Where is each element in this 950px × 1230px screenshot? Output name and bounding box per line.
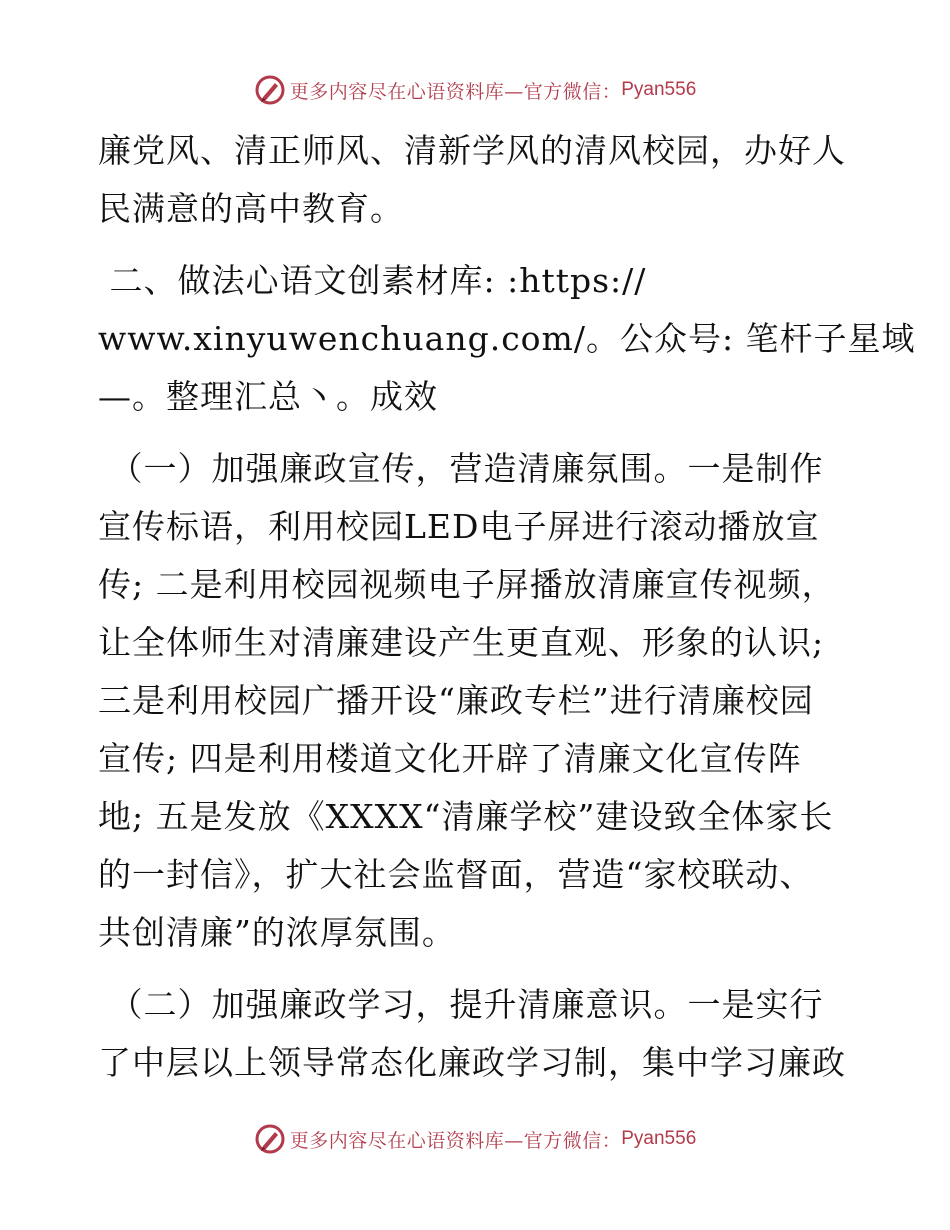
watermark-footer [0,1121,950,1157]
text-line: 二、做法心语文创素材库: :https:// [98,261,647,300]
pen-logo-icon [254,74,286,106]
paragraph-intro [98,122,858,238]
section-heading-2 [98,252,916,426]
text-line: 了中层以上领导常态化廉政学习制，集中学习廉政 [98,1043,846,1082]
text-line: 的一封信》，扩大社会监督面，营造“家校联动、 [98,855,814,894]
text-line: 宣传; 四是利用楼道文化开辟了清廉文化宣传阵 [98,739,802,778]
text-line: 廉党风、清正师风、清新学风的清风校园，办好人 [98,131,846,170]
document-body [98,122,916,1092]
text-line: www.xinyuwenchuang.com/。公众号: 笔杆子星域 [98,319,916,358]
watermark-text: 更多内容尽在心语资料库—官方微信： [289,80,622,103]
watermark-header [0,72,950,108]
text-line: 地; 五是发放《XXXX“清廉学校”建设致全体家长 [98,797,834,836]
text-line: （二）加强廉政学习，提升清廉意识。一是实行 [98,985,824,1024]
watermark-wechat-id: Pyan556 [621,1128,697,1149]
text-line: 传; 二是利用校园视频电子屏播放清廉宣传视频， [98,565,836,604]
watermark-text: 更多内容尽在心语资料库—官方微信： [289,1129,622,1152]
text-line: 宣传标语，利用校园LED电子屏进行滚动播放宣 [98,507,820,546]
text-line: 让全体师生对清廉建设产生更直观、形象的认识; [98,623,825,662]
text-line: （一）加强廉政宣传，营造清廉氛围。一是制作 [98,449,824,488]
text-line: 民满意的高中教育。 [98,189,404,228]
text-line: —。整理汇总丶。成效 [98,377,438,416]
watermark-wechat-id: Pyan556 [621,79,697,100]
paragraph-section-2 [98,976,858,1092]
text-line: 共创清廉”的浓厚氛围。 [98,913,456,952]
paragraph-section-1 [98,440,858,962]
text-line: 三是利用校园广播开设“廉政专栏”进行清廉校园 [98,681,814,720]
pen-logo-icon [254,1123,286,1155]
